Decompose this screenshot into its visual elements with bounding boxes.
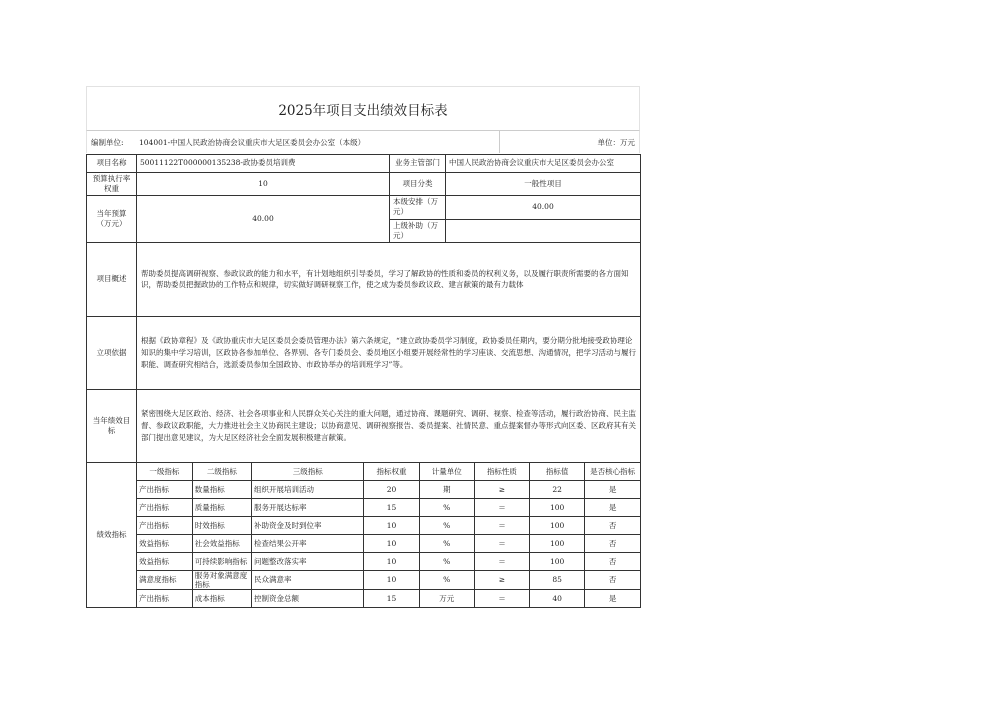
- unit-cell: %: [419, 498, 474, 516]
- level1-cell: 效益指标: [137, 534, 192, 552]
- form-meta-row: [86, 130, 640, 153]
- nature-cell: ≥: [474, 480, 529, 498]
- nature-cell: ＝: [474, 589, 529, 607]
- weight-row: [87, 173, 641, 196]
- weight-cell: 10: [364, 570, 419, 589]
- budget-label: 当年预算（万元）: [87, 196, 137, 243]
- indicator-row-item: [137, 570, 640, 589]
- indicator-cell: [137, 462, 641, 607]
- value-cell: 100: [530, 498, 585, 516]
- budget-value: 40.00: [137, 196, 390, 243]
- indicator-row-item: [137, 534, 640, 552]
- category-label: 项目分类: [390, 173, 446, 196]
- core-cell: 否: [585, 570, 640, 589]
- dept-label: 业务主管部门: [390, 155, 446, 173]
- nature-cell: ＝: [474, 516, 529, 534]
- level1-cell: 效益指标: [137, 552, 192, 570]
- overview-row: [87, 242, 641, 316]
- weight-label: 预算执行率权重: [87, 173, 137, 196]
- level1-cell: 产出指标: [137, 498, 192, 516]
- unit-cell: 万元: [419, 589, 474, 607]
- header-weight: 指标权重: [364, 463, 419, 481]
- level-value: 40.00: [446, 196, 641, 219]
- header-core: 是否核心指标: [585, 463, 640, 481]
- nature-cell: ＝: [474, 534, 529, 552]
- unit-cell: 期: [419, 480, 474, 498]
- indicator-row-item: [137, 552, 640, 570]
- indicator-table: [137, 463, 640, 607]
- weight-cell: 15: [364, 498, 419, 516]
- header-level3: 三级指标: [251, 463, 363, 481]
- goal-row: [87, 389, 641, 462]
- upper-label: 上级补助（万元）: [390, 219, 446, 242]
- level2-cell: 可持续影响指标: [192, 552, 251, 570]
- indicator-row-item: [137, 498, 640, 516]
- core-cell: 否: [585, 552, 640, 570]
- level3-cell: 服务开展达标率: [251, 498, 363, 516]
- overview-label: 项目概述: [87, 242, 137, 316]
- basis-row: [87, 316, 641, 389]
- level2-cell: 成本指标: [192, 589, 251, 607]
- weight-cell: 15: [364, 589, 419, 607]
- indicator-header-row: [137, 463, 640, 481]
- core-cell: 否: [585, 516, 640, 534]
- weight-cell: 10: [364, 552, 419, 570]
- overview-text: 帮助委员提高调研视察、参政议政的能力和水平，有计划地组织引导委员，学习了解政协的性质和委员的权利义务，以及履行职责所需要的各方面知识，帮助委员把握政协的工作特点和规律，切实做好调研视察工作，使之成为委员参政议政、建言献策的最有力载体: [137, 242, 641, 316]
- core-cell: 是: [585, 480, 640, 498]
- core-cell: 是: [585, 498, 640, 516]
- level3-cell: 组织开展培训活动: [251, 480, 363, 498]
- weight-cell: 10: [364, 534, 419, 552]
- nature-cell: ≥: [474, 570, 529, 589]
- level2-cell: 社会效益指标: [192, 534, 251, 552]
- form-title: 2025年项目支出绩效目标表: [86, 86, 640, 131]
- form-table: [86, 154, 641, 608]
- indicator-row-item: [137, 516, 640, 534]
- budget-form: [86, 86, 640, 621]
- unit-cell: %: [419, 570, 474, 589]
- unit-cell: %: [419, 552, 474, 570]
- weight-cell: 20: [364, 480, 419, 498]
- header-unit: 计量单位: [419, 463, 474, 481]
- level2-cell: 服务对象满意度指标: [192, 570, 251, 589]
- level-label: 本级安排（万元）: [390, 196, 446, 219]
- header-value: 指标值: [530, 463, 585, 481]
- nature-cell: ＝: [474, 498, 529, 516]
- level3-cell: 检查结果公开率: [251, 534, 363, 552]
- value-cell: 22: [530, 480, 585, 498]
- meta-divider: [499, 131, 500, 153]
- header-nature: 指标性质: [474, 463, 529, 481]
- budget-row: [87, 196, 641, 219]
- value-cell: 85: [530, 570, 585, 589]
- level2-cell: 时效指标: [192, 516, 251, 534]
- level1-cell: 产出指标: [137, 480, 192, 498]
- currency-label: 单位：万元: [597, 138, 635, 147]
- goal-text: 紧密围绕大足区政治、经济、社会各项事业和人民群众关心关注的重大问题，通过协商、课题研究、调研、视察、检查等活动，履行政治协商、民主监督、参政议政职能，大力推进社会主义协商民主建设；以协商意见、调研视察报告、委员提案、社情民意、重点提案督办等形式向区委、区政府其有关部门提出意见建议，为大足区经济社会全面发展积极建言献策。: [137, 389, 641, 462]
- project-name-label: 项目名称: [87, 155, 137, 173]
- unit-name: 104001-中国人民政治协商会议重庆市大足区委员会办公室（本级）: [139, 138, 366, 147]
- basis-label: 立项依据: [87, 316, 137, 389]
- level1-cell: 满意度指标: [137, 570, 192, 589]
- level1-cell: 产出指标: [137, 516, 192, 534]
- nature-cell: ＝: [474, 552, 529, 570]
- level3-cell: 补助资金及时到位率: [251, 516, 363, 534]
- category-value: 一般性项目: [446, 173, 641, 196]
- value-cell: 100: [530, 552, 585, 570]
- project-name-value: 50011122T000000135238-政协委员培训费: [137, 155, 390, 173]
- unit-cell: %: [419, 534, 474, 552]
- header-level1: 一级指标: [137, 463, 192, 481]
- unit-label: 编制单位:: [91, 138, 124, 147]
- level3-cell: 民众满意率: [251, 570, 363, 589]
- level2-cell: 质量指标: [192, 498, 251, 516]
- indicator-row-item: [137, 480, 640, 498]
- level3-cell: 控制资金总额: [251, 589, 363, 607]
- dept-value: 中国人民政治协商会议重庆市大足区委员会办公室: [446, 155, 641, 173]
- level3-cell: 问题整改落实率: [251, 552, 363, 570]
- upper-value: [446, 219, 641, 242]
- weight-cell: 10: [364, 516, 419, 534]
- goal-label: 当年绩效目标: [87, 389, 137, 462]
- project-name-row: [87, 155, 641, 173]
- unit-cell: %: [419, 516, 474, 534]
- level2-cell: 数量指标: [192, 480, 251, 498]
- value-cell: 100: [530, 534, 585, 552]
- indicator-row: [87, 462, 641, 607]
- basis-text: 根据《政协章程》及《政协重庆市大足区委员会委员管理办法》第六条规定，“建立政协委员学习制度，政协委员任期内，要分期分批地接受政协理论知识的集中学习培训，区政协各参加单位、各界别、各专门委员会、委员地区小组要开展经常性的学习座谈、交流思想、沟通情况，把学习活动与履行职能、调查研究相结合，选派委员参加全国政协、市政协举办的培训班学习”等。: [137, 316, 641, 389]
- core-cell: 是: [585, 589, 640, 607]
- weight-value: 10: [137, 173, 390, 196]
- core-cell: 否: [585, 534, 640, 552]
- value-cell: 40: [530, 589, 585, 607]
- indicator-label: 绩效指标: [87, 462, 137, 607]
- value-cell: 100: [530, 516, 585, 534]
- indicator-row-item: [137, 589, 640, 607]
- header-level2: 二级指标: [192, 463, 251, 481]
- level1-cell: 产出指标: [137, 589, 192, 607]
